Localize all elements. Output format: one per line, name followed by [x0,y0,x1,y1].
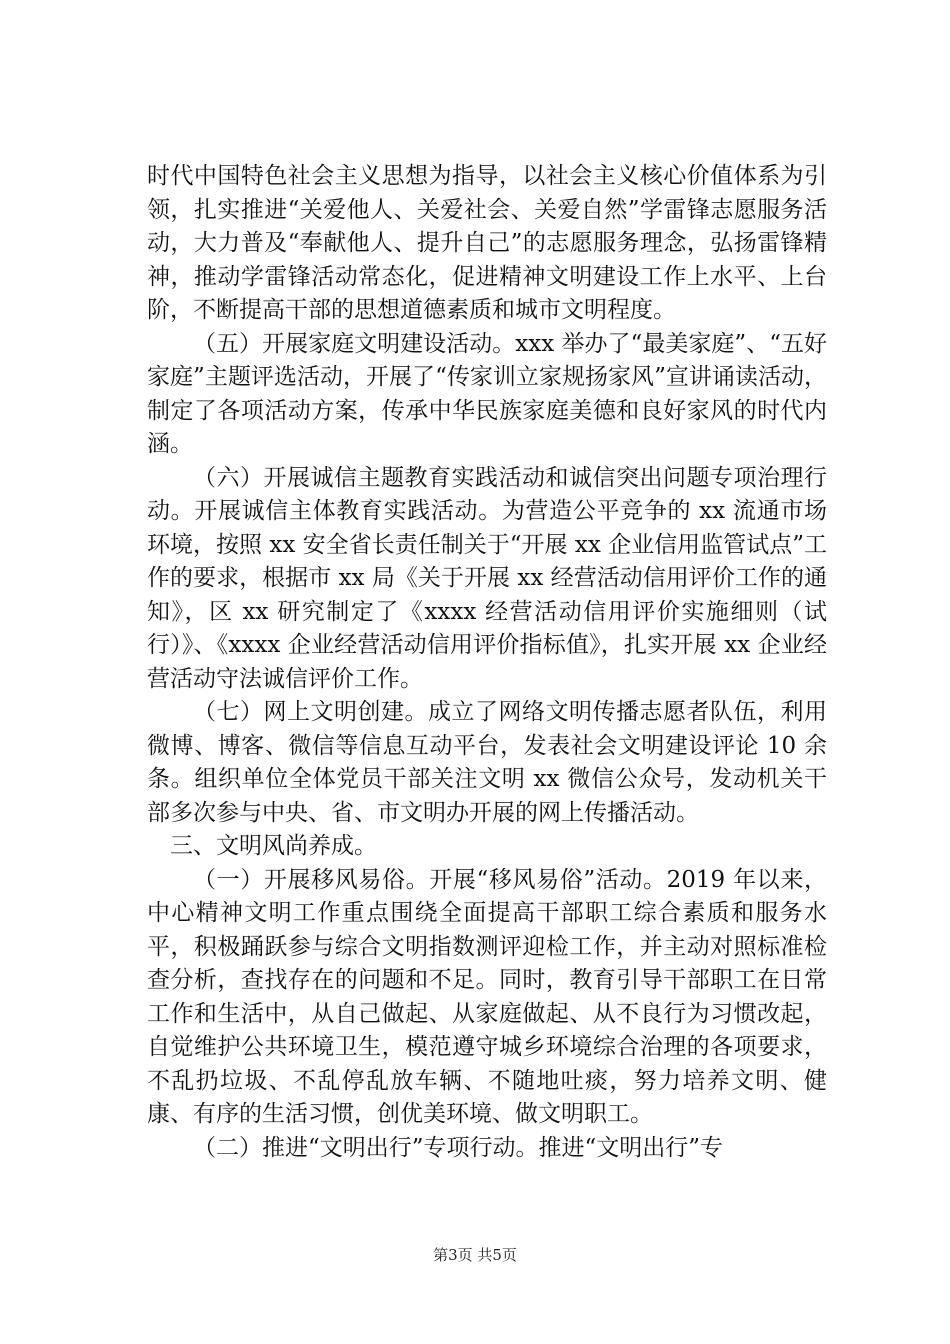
page-number-label: 第3页 共5页 [433,1246,517,1264]
paragraph-family-civilization: （五）开展家庭文明建设活动。xxx 举办了“最美家庭”、“五好家庭”主题评选活动，开展了“传家训立家规扬家风”宣讲诵读活动，制定了各项活动方案，传承中华民族家庭美德和良好家风的时代内涵。 [147,330,827,457]
section-heading-civil-customs: 三、文明风尚养成。 [170,833,377,859]
document-body [147,160,827,1165]
paragraph-online-civilization: （七）网上文明创建。成立了网络文明传播志愿者队伍，利用微博、博客、微信等信息互动平台，发表社会文明建设评论 10 余条。组织单位全体党员干部关注文明 xx 微信公众号，发动机关干部多次参与中央、省、市文明办开展的网上传播活动。 [147,699,827,826]
paragraph-civilized-travel: （二）推进“文明出行”专项行动。推进“文明出行”专 [193,1134,724,1161]
paragraph-continuation: 时代中国特色社会主义思想为指导，以社会主义核心价值体系为引领，扎实推进“关爱他人、关爱社会、关爱自然”学雷锋志愿服务活动，大力普及“奉献他人、提升自己”的志愿服务理念，弘扬雷锋精神，推动学雷锋活动常态化，促进精神文明建设工作上水平、上台阶，不断提高干部的思想道德素质和城市文明程度。 [147,163,827,323]
paragraph-integrity-education: （六）开展诚信主题教育实践活动和诚信突出问题专项治理行动。开展诚信主体教育实践活动。为营造公平竞争的 xx 流通市场环境，按照 xx 安全省长责任制关于“开展 xx 企业信用监管试点”工作的要求，根据市 xx 局《关于开展 xx 经营活动信用评价工作的通知》，区 xx 研究制定了《xxxx 经营活动信用评价实施细则（试行）》、《xxxx 企业经营活动信用评价指标值》，扎实开展 xx 企业经营活动守法诚信评价工作。 [147,464,827,692]
page-footer [0,1244,950,1265]
paragraph-customs-reform: （一）开展移风易俗。开展“移风易俗”活动。2019 年以来，中心精神文明工作重点围绕全面提高干部职工综合素质和服务水平，积极踊跃参与综合文明指数测评迎检工作，并主动对照标准检查分析，查找存在的问题和不足。同时，教育引导干部职工在日常工作和生活中，从自己做起、从家庭做起、从不良行为习惯改起，自觉维护公共环境卫生，模范遵守城乡环境综合治理的各项要求，不乱扔垃圾、不乱停乱放车辆、不随地吐痰，努力培养文明、健康、有序的生活习惯，创优美环境、做文明职工。 [147,866,827,1127]
